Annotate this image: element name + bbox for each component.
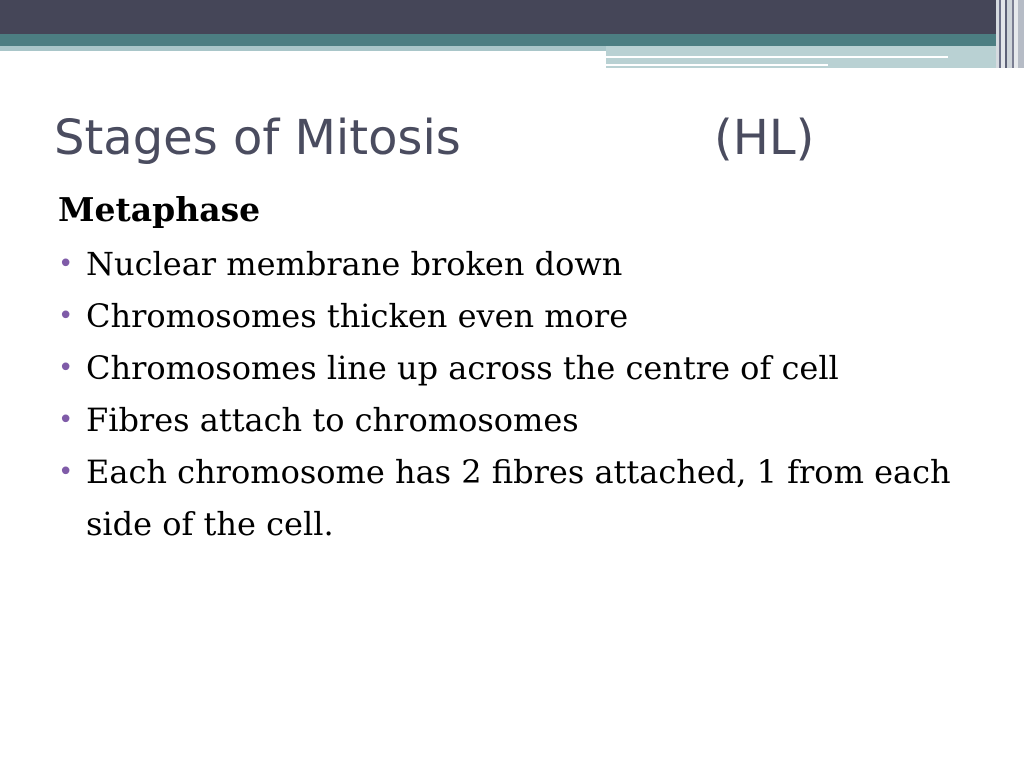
bullet-text: Chromosomes line up across the centre of cell xyxy=(86,349,839,387)
bullet-text: Nuclear membrane broken down xyxy=(86,245,623,283)
bullet-item xyxy=(58,446,1018,550)
slide-title-tag: (HL) xyxy=(714,110,815,166)
bullet-text: Fibres attach to chromosomes xyxy=(86,401,579,439)
header-band-dark xyxy=(0,0,1024,34)
header-band-teal xyxy=(0,34,1024,46)
header-band-teal-light xyxy=(0,46,606,51)
bullet-icon: • xyxy=(58,405,74,435)
bullet-icon: • xyxy=(58,457,74,487)
subheading: Metaphase xyxy=(58,190,261,229)
header-right-line xyxy=(606,56,948,58)
bullet-icon: • xyxy=(58,301,74,331)
header-right-line xyxy=(606,64,828,66)
header-stripes xyxy=(996,0,1024,68)
slide-title-text: Stages of Mitosis xyxy=(54,110,461,166)
bullet-item xyxy=(58,342,1018,394)
slide-content xyxy=(58,186,1018,550)
bullet-item xyxy=(58,290,1018,342)
bullet-item xyxy=(58,394,1018,446)
bullet-item xyxy=(58,238,1018,290)
bullet-icon: • xyxy=(58,353,74,383)
bullet-list xyxy=(58,238,1018,550)
bullet-text: Each chromosome has 2 fibres attached, 1 from each side of the cell. xyxy=(86,453,951,543)
slide-title xyxy=(54,108,815,168)
bullet-text: Chromosomes thicken even more xyxy=(86,297,629,335)
bullet-icon: • xyxy=(58,249,74,279)
